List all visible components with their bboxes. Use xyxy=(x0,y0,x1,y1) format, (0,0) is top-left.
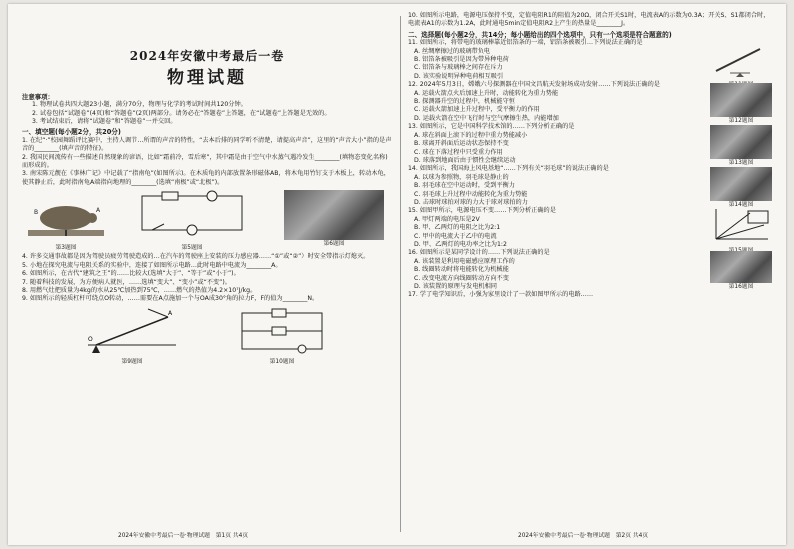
right-column xyxy=(408,12,772,300)
svg-text:O: O xyxy=(88,335,93,343)
option: A. 以球为参照物，羽毛球是静止的 xyxy=(414,173,509,181)
figure-12 xyxy=(710,83,772,125)
question-14-block xyxy=(408,165,772,207)
option: D. 运载火箭在空中飞行时与空气摩擦生热，内能增加 xyxy=(414,114,559,122)
question-2: 2. 我国民间流传有一些描述自然现象的谚语，比如“霜前冷，雪后寒”，其中霜是由于空气中水蒸气遇冷发生________(填物态变化名称)而形成的。 xyxy=(22,153,388,170)
option: C. 铝箔条与玻璃棒之间存在斥力 xyxy=(414,64,503,72)
motor-device-photo xyxy=(710,251,772,283)
figure-caption: 第13题图 xyxy=(728,160,754,167)
option: D. 球落到地面后由于惯性会继续运动 xyxy=(414,156,516,164)
option: C. 运载火箭加速上升过程中，受平衡力的作用 xyxy=(414,106,540,114)
circuit-diagram-5 xyxy=(132,190,252,240)
figure-caption: 第9题图 xyxy=(121,359,143,366)
figure-row-3-5-6 xyxy=(22,190,392,250)
exam-sheet xyxy=(8,4,786,545)
figure-15 xyxy=(710,207,772,255)
question-12: 12. 2024年5月3日，嫦娥六号探测器在中国文昌航天发射场成功发射……下列说法正确的是 xyxy=(408,81,660,89)
svg-text:B: B xyxy=(34,209,39,217)
subject-title: 物理试题 xyxy=(167,68,247,89)
question-11-block xyxy=(408,39,772,81)
option: A. 运载火箭点火后加速上升时，动能转化为重力势能 xyxy=(414,89,559,97)
question-5: 5. 小地在探究电流与电阻关系的实验中，连接了如图所示电路…此时电路中电流为________A。 xyxy=(22,261,282,269)
question-3: 3. 南宋陈元靓在《事林广记》中记载了“指南龟”(如图所示)。在木质龟的内部放置条形磁体AB，将木龟用竹钉支于木板上，转动木龟，使其静止后，此时指南龟A端指向地理的________(选填“南极”或“北极”)。 xyxy=(22,170,390,186)
figure-caption: 第12题图 xyxy=(728,118,754,125)
note-item: 3. 考试结束后，请将“试题卷”和“答题卷”一并交回。 xyxy=(32,118,177,126)
page-footer-right: 2024年安徽中考最后一卷·物理试题 第2页 共4页 xyxy=(518,533,649,539)
figure-caption: 第5题图 xyxy=(181,244,203,251)
option: D. 甲、乙两灯的电功率之比为1:2 xyxy=(414,240,507,248)
figure-3 xyxy=(26,190,106,252)
figure-14 xyxy=(710,167,772,209)
option: A. 丝绸摩擦过的玻璃带负电 xyxy=(414,47,491,55)
doctor-photo xyxy=(284,190,384,240)
question-12-block xyxy=(408,81,772,123)
compass-turtle-illustration xyxy=(26,190,106,240)
page-footer-left: 2024年安徽中考最后一卷·物理试题 第1页 共4页 xyxy=(118,533,249,539)
question-13: 13. 如图所示，它是中国科学技术馆的……下列分析正确的是 xyxy=(408,123,575,131)
question-1: 1. 在纪“·”校园舞蹈评比赛中，主持人调节…所谓的声音的特性，“去本后排的同学听不清楚，请提高声音”，这里的“声音大小”指的是声音的________(填声音的特征)。 xyxy=(22,136,392,153)
figure-10 xyxy=(232,307,332,367)
option: B. 铝箔条被吸引是因为带异种电荷 xyxy=(414,56,509,64)
figure-caption: 第10题图 xyxy=(269,359,295,366)
option: A. 球在斜面上滚下的过程中重力势能减小 xyxy=(414,131,528,139)
option: C. 球在下落过程中只受重力作用 xyxy=(414,148,503,156)
circuit-diagram-10 xyxy=(232,307,332,355)
svg-text:A: A xyxy=(96,207,101,215)
question-10: 10. 如图所示电路，电源电压保持不变，定值电阻R1的阻值为20Ω，闭合开关S1时，电流表A的示数为0.3A；开关S、S1都闭合时，电流表A1的示数为1.2A，此时通电5min定值电阻R2上产生的热量是________J。 xyxy=(408,12,770,28)
lever-diagram xyxy=(82,307,182,355)
left-column xyxy=(22,12,392,372)
badminton-photo xyxy=(710,167,772,201)
option: C. 甲中的电流大于乙中的电流 xyxy=(414,232,497,240)
question-9: 9. 如图所示的轻质杠杆可绕点O转动，……需要在A点施加一个与OA成30°角的拉力F，F的值为________N。 xyxy=(22,295,319,303)
figure-caption: 第3题图 xyxy=(55,244,77,251)
option: C. 羽毛球上升过程中动能转化为重力势能 xyxy=(414,190,528,198)
column-divider xyxy=(400,16,401,532)
question-15-block xyxy=(408,207,772,249)
question-16: 16. 如图所示是某同学设计的……下列说法正确的是 xyxy=(408,249,550,257)
svg-text:A: A xyxy=(168,309,173,317)
note-item: 1. 物理试卷共四大题23小题，满分70分，物理与化学的考试时间共120分钟。 xyxy=(32,101,247,109)
question-14: 14. 如图所示，我国海上风电基地“……下列有关“羽毛球”的说法正确的是 xyxy=(408,165,609,173)
figure-5 xyxy=(132,190,252,252)
rocket-launch-photo xyxy=(710,83,772,117)
option: C. 改变电流方向线圈转动方向不变 xyxy=(414,274,509,282)
option: B. 球离开斜面后运动状态保持不变 xyxy=(414,140,509,148)
option: A. 该装置是利用电磁感应原理工作的 xyxy=(414,257,515,265)
figure-caption: 第6题图 xyxy=(323,241,345,248)
section-choice: 二、选择题(每小题2分，共14分；每小题给出的四个选项中，只有一个选项是符合题意的) xyxy=(408,30,672,39)
question-4: 4. 许多交通事故都是因为驾驶员疲劳驾驶造成的…在汽车的驾驶座上安装的压力感应器……“①”或“②”）时安全带指示灯熄灭。 xyxy=(22,253,370,261)
question-7: 7. 随着科技的发展，为方便病人就医，……选填“变大”、“变小”或“不变”)。 xyxy=(22,278,231,286)
exam-title: 2024年安徽中考最后一卷 xyxy=(129,49,285,63)
question-13-block xyxy=(408,123,772,165)
option: D. 该装置的原理与发电机相同 xyxy=(414,283,497,290)
option: B. 甲、乙两灯的电阻之比为2:1 xyxy=(414,224,501,232)
option: B. 线圈转动时将电能转化为机械能 xyxy=(414,266,509,274)
figure-caption: 第16题图 xyxy=(728,284,754,291)
iv-graph xyxy=(710,207,772,243)
question-8: 8. 用燃气灶把质量为4kg的水从25℃加热到75℃，……燃气的热值为4.2×10⁷J/kg。 xyxy=(22,286,257,294)
figure-6 xyxy=(284,190,384,248)
figure-16 xyxy=(710,251,772,291)
question-16-block xyxy=(408,249,772,291)
question-17: 17. 学了电学知识后，小强为家里设计了一款如图甲所示的电路…… xyxy=(408,291,594,299)
option: B. 羽毛球在空中运动时，受到平衡力 xyxy=(414,182,515,190)
question-6: 6. 如图所示，在古代“建筑之王”的……比较大(选填“大于”、“等于”或“小于”)。 xyxy=(22,270,240,278)
science-museum-photo xyxy=(710,125,772,159)
figure-row-9-10 xyxy=(22,307,392,369)
question-15: 15. 如图甲所示，电源电压不变……下列分析正确的是 xyxy=(408,207,556,215)
option: D. 该实验说明异种电荷相互吸引 xyxy=(414,72,504,80)
option: A. 甲灯两端的电压是2V xyxy=(414,215,480,223)
note-item: 2. 试卷包括“试题卷”(4页)和“答题卷”(2页)两部分。请务必在“答题卷”上答题，在“试题卷”上答题是无效的。 xyxy=(32,109,331,117)
option: B. 探测器升空的过程中，机械能守恒 xyxy=(414,98,515,106)
section-fill-blank: 一、填空题(每小题2分，共20分) xyxy=(22,128,121,137)
figure-13 xyxy=(710,125,772,167)
notes-heading: 注意事项： xyxy=(22,92,54,101)
glass-rod-illustration xyxy=(710,43,772,77)
option: D. 击球时球拍对球的力大于球对球拍的力 xyxy=(414,198,528,206)
figure-9 xyxy=(82,307,182,367)
question-11: 11. 如图所示，将带电的玻璃棒靠近铝箔条的一端，铝箔条被吸引…下列说法正确的是 xyxy=(408,39,643,47)
figure-caption: 第14题图 xyxy=(728,202,754,209)
